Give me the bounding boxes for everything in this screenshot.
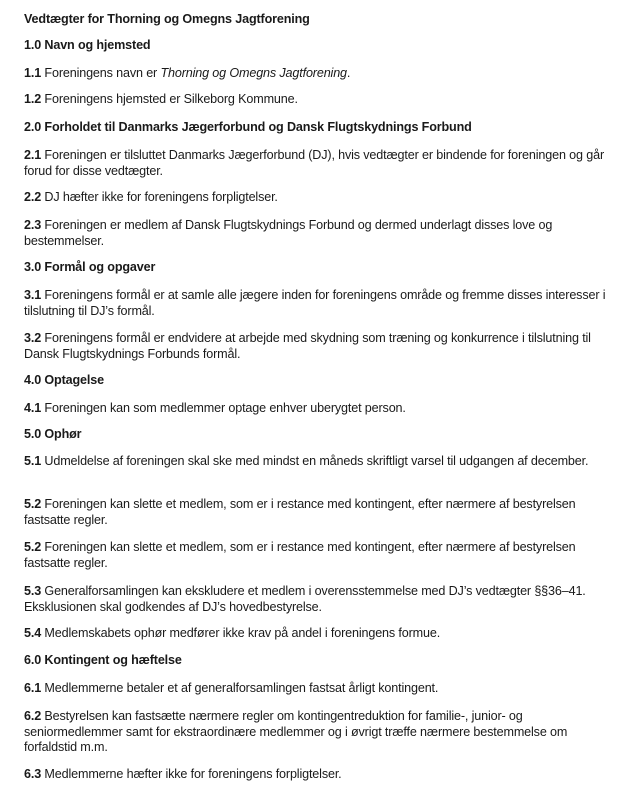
clause-number: 3.1 (24, 288, 42, 302)
clause-number: 3.2 (24, 331, 42, 345)
clause-text: Foreningen er tilsluttet Danmarks Jægerforbund (DJ), hvis vedtægter er bindende for foreningen og går forud for disse vedtægter. (24, 148, 604, 178)
clause (24, 66, 606, 82)
clause-text: Udmeldelse af foreningen skal ske med mindst en måneds skriftligt varsel til udgangen af december. (44, 454, 589, 468)
section-heading: 3.0 Formål og opgaver (24, 260, 156, 274)
clause (24, 331, 606, 362)
clause (24, 92, 606, 108)
clause (24, 454, 606, 470)
clause-number: 1.2 (24, 92, 42, 106)
clause (24, 288, 606, 319)
clause (24, 401, 606, 417)
clause (24, 584, 606, 615)
clause (24, 681, 606, 697)
clause-text: Foreningen kan som medlemmer optage enhver uberygtet person. (44, 401, 406, 415)
clause-number: 5.1 (24, 454, 42, 468)
clause (24, 767, 606, 783)
clause-number: 5.3 (24, 584, 42, 598)
clause-text: DJ hæfter ikke for foreningens forpligtelser. (44, 190, 278, 204)
clause-italic-text: Thorning og Omegns Jagtforening (160, 66, 347, 80)
clause (24, 148, 606, 179)
clause-number: 2.2 (24, 190, 42, 204)
clause-text: Foreningen er medlem af Dansk Flugtskydnings Forbund og dermed underlagt disses love og bestemmelser. (24, 218, 553, 248)
clause-text: Foreningens formål er endvidere at arbejde med skydning som træning og konkurrence i tilslutning til Dansk Flugtskydnings Forbunds formål. (24, 331, 591, 361)
clause-number: 5.4 (24, 626, 42, 640)
clause (24, 626, 606, 642)
section-heading: 6.0 Kontingent og hæftelse (24, 653, 182, 667)
section-heading: 5.0 Ophør (24, 427, 82, 441)
clause-text: Foreningens formål er at samle alle jægere inden for foreningens område og fremme disses interesser i tilslutning til DJ’s formål. (24, 288, 606, 318)
clause-number: 5.2 (24, 497, 42, 511)
clause-number: 4.1 (24, 401, 42, 415)
clause-text: Foreningen kan slette et medlem, som er i restance med kontingent, efter nærmere af bestyrelsen fastsatte regler. (24, 540, 576, 570)
clause-text: Bestyrelsen kan fastsætte nærmere regler om kontingentreduktion for familie-, junior- og seniormedlemmer samt for ekstraordinære medlemmer og i øvrigt træffe nærmere bestemmelse om forfaldstid m.m. (24, 709, 568, 754)
clause-number: 2.1 (24, 148, 42, 162)
clause-number: 6.1 (24, 681, 42, 695)
clause-number: 6.2 (24, 709, 42, 723)
clause-text: Generalforsamlingen kan ekskludere et medlem i overensstemmelse med DJ’s vedtægter §§36–41. Eksklusionen skal godkendes af DJ’s hovedbestyrelse. (24, 584, 586, 614)
clause-text: Foreningen kan slette et medlem, som er i restance med kontingent, efter nærmere af bestyrelsen fastsatte regler. (24, 497, 576, 527)
clause (24, 218, 606, 249)
clause-text: Foreningens navn er (44, 66, 161, 80)
document-title: Vedtægter for Thorning og Omegns Jagtforening (24, 12, 310, 26)
clause-text: Medlemskabets ophør medfører ikke krav på andel i foreningens formue. (44, 626, 441, 640)
section-heading: 4.0 Optagelse (24, 373, 104, 387)
clause (24, 709, 606, 756)
clause-number: 6.3 (24, 767, 42, 781)
clause-number: 2.3 (24, 218, 42, 232)
clause-number: 1.1 (24, 66, 42, 80)
clause (24, 497, 606, 528)
clause-text: Medlemmerne betaler et af generalforsamlingen fastsat årligt kontingent. (44, 681, 439, 695)
clause-text: Medlemmerne hæfter ikke for foreningens forpligtelser. (44, 767, 342, 781)
section-heading: 2.0 Forholdet til Danmarks Jægerforbund og Dansk Flugtskydnings Forbund (24, 120, 472, 134)
clause (24, 540, 606, 571)
clause-text: Foreningens hjemsted er Silkeborg Kommune. (44, 92, 298, 106)
clause-text-end: . (346, 66, 351, 80)
clause (24, 190, 606, 206)
clause-number: 5.2 (24, 540, 42, 554)
section-heading: 1.0 Navn og hjemsted (24, 38, 151, 52)
